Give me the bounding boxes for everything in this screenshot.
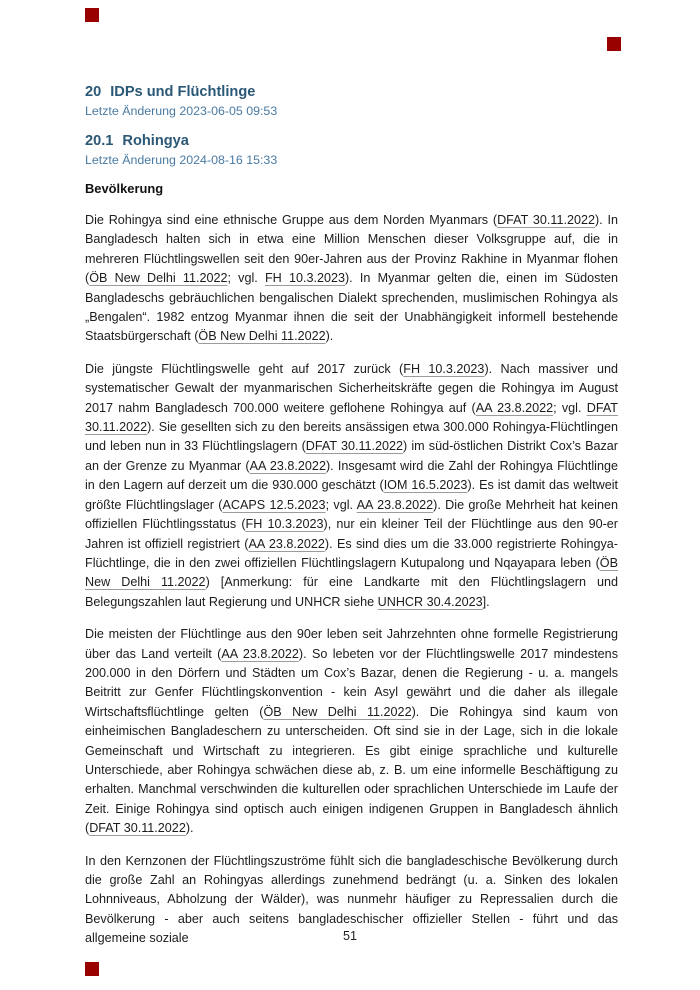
red-marker-square: [85, 962, 99, 976]
reference-link[interactable]: FH 10.3.2023: [264, 271, 345, 286]
reference-link[interactable]: AA 23.8.2022: [221, 646, 299, 661]
section-number: 20.1: [85, 133, 114, 149]
last-change-timestamp: Letzte Änderung 2024-08-16 15:33: [85, 153, 278, 167]
reference-link[interactable]: ACAPS 12.5.2023: [222, 497, 326, 512]
red-marker-square: [607, 37, 621, 51]
section-number: 20: [85, 84, 102, 100]
reference-link[interactable]: AA 23.8.2022: [356, 497, 434, 512]
reference-link[interactable]: ÖB New Delhi 11.2022: [85, 555, 618, 590]
page-number: 51: [342, 929, 357, 943]
reference-link[interactable]: FH 10.3.2023: [403, 361, 485, 376]
reference-link[interactable]: IOM 16.5.2023: [383, 478, 468, 493]
reference-link[interactable]: ÖB New Delhi 11.2022: [198, 329, 326, 344]
reference-link[interactable]: ÖB New Delhi 11.2022: [89, 271, 228, 286]
paragraph: Die Rohingya sind eine ethnische Gruppe aus dem Norden Myanmars (DFAT 30.11.2022). In Bangladesch halten sich in etwa eine Million Menschen dieser Volksgruppe auf, die in mehreren Flüchtlingswellen seit den 90er-Jahren aus der Provinz Rakhine in Myanmar flohen (ÖB New Delhi 11.2022; vgl. FH 10.3.2023). In Myanmar gelten die, einen im Südosten Bangladeschs gebräuchlichen bengalischen Dialekt sprechenden, muslimischen Rohingya als „Bengalen“. 1982 entzog Myanmar ihnen die seit der Unabhängigkeit informell bestehende Staatsbürgerschaft (ÖB New Delhi 11.2022).: [85, 213, 618, 344]
reference-link[interactable]: UNHCR 30.4.2023: [377, 594, 483, 609]
paragraphs-container: [85, 211, 618, 949]
last-change-timestamp: Letzte Änderung 2023-06-05 09:53: [85, 104, 278, 118]
paragraph: Die meisten der Flüchtlinge aus den 90er leben seit Jahrzehnten ohne formelle Registrierung über das Land verteilt (AA 23.8.2022). So lebeten vor der Flüchtlingswelle 2017 mindestens 200.000 in den Dörfern und Städten um Cox’s Bazar, denen die Regierung - u. a. mangels Beitritt zur Genfer Flüchtlingskonvention - kein Asyl gewährt und die daher als illegale Wirtschaftsflüchtlinge gelten (ÖB New Delhi 11.2022). Die Rohingya sind kaum von einheimischen Bangladeschern zu unterscheiden. Oft sind sie in der Lage, sich in die lokale Gemeinschaft und Wirtschaft zu integrieren. Es gibt einige sprachliche und kulturelle Unterschiede, aber Rohingya schwächen diese ab, z. B. um eine informelle Beschäftigung zu erhalten. Manchmal verschwinden die kulturellen oder sprachlichen Unterschiede im Laufe der Zeit. Einige Rohingya sind optisch auch einigen indigenen Gruppen in Bangladesch ähnlich (DFAT 30.11.2022).: [85, 627, 618, 836]
red-marker-square: [85, 8, 99, 22]
reference-link[interactable]: AA 23.8.2022: [248, 536, 325, 551]
section-heading-20-1: [85, 133, 618, 149]
section-title: IDPs und Flüchtlinge: [110, 84, 256, 100]
reference-link[interactable]: AA 23.8.2022: [249, 458, 326, 473]
document-content: [85, 84, 618, 962]
reference-link[interactable]: FH 10.3.2023: [245, 517, 324, 532]
paragraph: Die jüngste Flüchtlingswelle geht auf 2017 zurück (FH 10.3.2023). Nach massiver und systematischer Gewalt der myanmarischen Sicherheitskräfte gegen die Rohingya im August 2017 nahm Bangladesch 700.000 weitere geflohene Rohingya auf (AA 23.8.2022; vgl. DFAT 30.11.2022). Sie gesellten sich zu den bereits ansässigen etwa 300.000 Rohingya-Flüchtlingen und leben nun in 33 Flüchtlingslagern (DFAT 30.11.2022) im süd-östlichen Distrikt Cox’s Bazar an der Grenze zu Myanmar (AA 23.8.2022). Insgesamt wird die Zahl der Rohingya Flüchtlinge in den Lagern auf derzeit um die 930.000 geschätzt (IOM 16.5.2023). Es ist damit das weltweit größte Flüchtlingslager (ACAPS 12.5.2023; vgl. AA 23.8.2022). Die große Mehrheit hat keinen offiziellen Flüchtlingsstatus (FH 10.3.2023), nur ein kleiner Teil der Flüchtlinge aus den 90-er Jahren ist offiziell registriert (AA 23.8.2022). Es sind dies um die 33.000 registrierte Rohingya-Flüchtlinge, die in den zwei offiziellen Flüchtlingslagern Kutupalong und Nqayapara leben (ÖB New Delhi 11.2022) [Anmerkung: für eine Landkarte mit den Flüchtlingslagern und Belegungszahlen laut Regierung und UNHCR siehe UNHCR 30.4.2023].: [85, 361, 619, 609]
reference-link[interactable]: AA 23.8.2022: [475, 400, 554, 415]
section-title: Rohingya: [122, 133, 189, 149]
reference-link[interactable]: ÖB New Delhi 11.2022: [263, 704, 412, 719]
section-heading-20: [85, 84, 618, 100]
reference-link[interactable]: DFAT 30.11.2022: [305, 439, 404, 454]
subsection-heading: Bevölkerung: [85, 181, 164, 196]
reference-link[interactable]: DFAT 30.11.2022: [85, 400, 618, 435]
paragraph: In den Kernzonen der Flüchtlingszuströme fühlt sich die bangladeschische Bevölkerung durch die große Zahl an Rohingyas allerdings zunehmend bedrängt (u. a. Sinken des lokalen Lohnniveaus, Abholzung der Wälder), was nunmehr häufiger zu Repressalien durch die Bevölkerung - aber auch seitens bangladeschischer offizieller Stellen - führt und das allgemeine soziale: [85, 853, 618, 946]
reference-link[interactable]: DFAT 30.11.2022: [89, 821, 186, 836]
reference-link[interactable]: DFAT 30.11.2022: [497, 213, 595, 227]
